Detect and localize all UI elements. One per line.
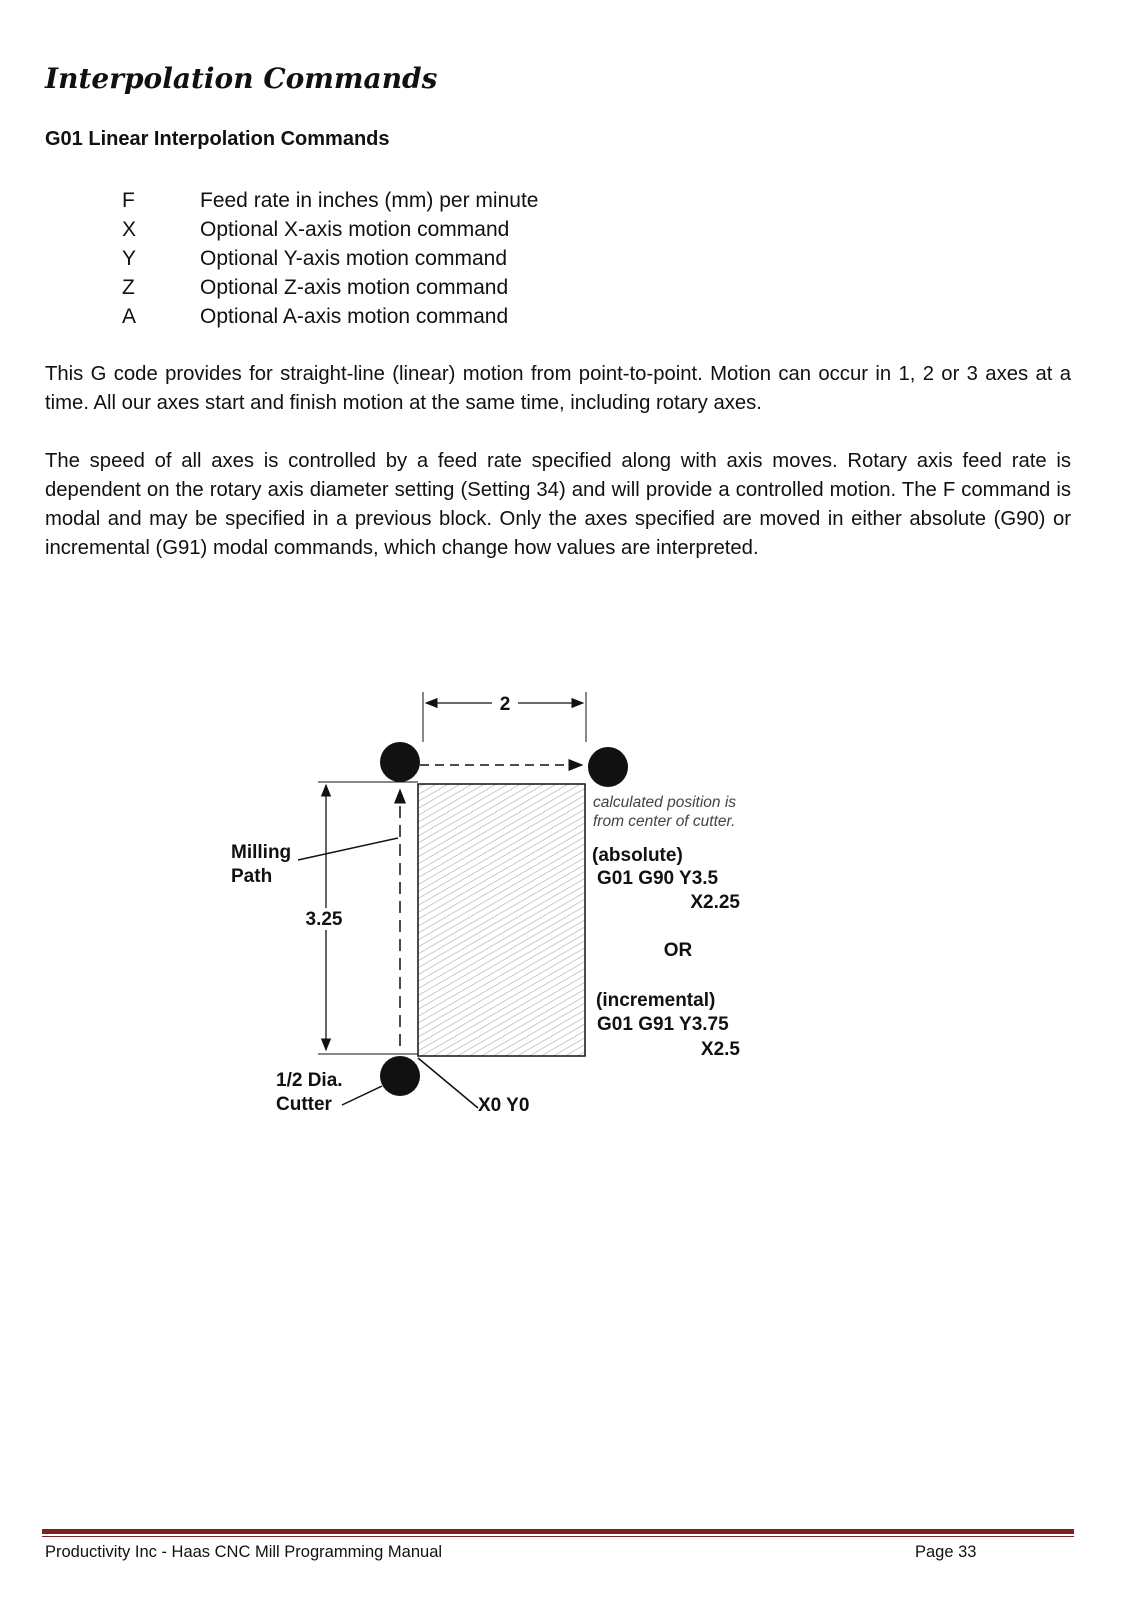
origin-leader	[418, 1058, 478, 1108]
width-dimension-label: 2	[499, 694, 511, 715]
milling-path-label-1: Milling	[231, 842, 292, 863]
param-row-f	[122, 186, 538, 215]
absolute-code: G01 G90 Y3.5	[597, 868, 719, 889]
incremental-x-value: X2.5	[700, 1039, 740, 1060]
origin-label: X0 Y0	[478, 1095, 530, 1116]
param-letter: Y	[122, 247, 137, 270]
incremental-code: G01 G91 Y3.75	[597, 1014, 729, 1035]
parameter-list	[122, 186, 538, 331]
param-row-a	[122, 302, 538, 331]
body-paragraph-1: This G code provides for straight-line (linear) motion from point-to-point. Motion can occur in 1, 2 or 3 axes at a time. All our axes start and finish motion at the same time, including rotary axes.	[45, 363, 1071, 414]
incremental-label: (incremental)	[596, 990, 716, 1011]
param-letter: A	[122, 305, 137, 328]
cutter-top-left	[380, 742, 420, 782]
param-letter: Z	[122, 276, 135, 299]
param-description: Optional Z-axis motion command	[200, 276, 509, 299]
diagram-note-line-1: calculated position is	[593, 794, 737, 811]
footer-rule	[42, 1529, 1074, 1534]
page-title: Interpolation Commands	[45, 62, 438, 95]
cutter-top-right	[588, 747, 628, 787]
or-label: OR	[663, 940, 693, 961]
diagram-note-line-2: from center of cutter.	[593, 813, 736, 830]
height-dimension-label: 3.25	[305, 909, 343, 930]
param-description: Optional X-axis motion command	[200, 218, 510, 241]
cutter-label-2: Cutter	[276, 1094, 332, 1115]
param-description: Optional Y-axis motion command	[200, 247, 507, 270]
section-heading: G01 Linear Interpolation Commands	[45, 128, 390, 150]
cutter-label-1: 1/2 Dia.	[276, 1070, 343, 1091]
param-letter: F	[122, 189, 135, 212]
param-row-z	[122, 273, 538, 302]
param-description: Optional A-axis motion command	[200, 305, 509, 328]
absolute-label: (absolute)	[592, 845, 683, 866]
milling-diagram	[220, 680, 780, 1150]
milling-path-label-2: Path	[231, 866, 273, 887]
param-description: Feed rate in inches (mm) per minute	[200, 189, 539, 212]
footer-title: Productivity Inc - Haas CNC Mill Programming Manual	[45, 1543, 443, 1561]
param-row-y	[122, 244, 538, 273]
cutter-bottom-left	[380, 1056, 420, 1096]
param-row-x	[122, 215, 538, 244]
param-letter: X	[122, 218, 137, 241]
milling-path-leader	[298, 838, 398, 860]
footer-rule-thin	[42, 1536, 1074, 1537]
workpiece-rect	[418, 784, 585, 1056]
body-paragraph-2: The speed of all axes is controlled by a feed rate specified along with axis moves. Rotary axis feed rate is dependent on the rotary axis diameter setting (Setting 34) and will provide a controlled motion. The F command is modal and may be specified in a previous block. Only the axes specified are moved in either absolute (G90) or incremental (G91) modal commands, which change how values are interpreted.	[45, 450, 1071, 559]
absolute-x-value: X2.25	[690, 892, 740, 913]
page-number: Page 33	[915, 1543, 977, 1561]
cutter-leader	[342, 1086, 382, 1105]
